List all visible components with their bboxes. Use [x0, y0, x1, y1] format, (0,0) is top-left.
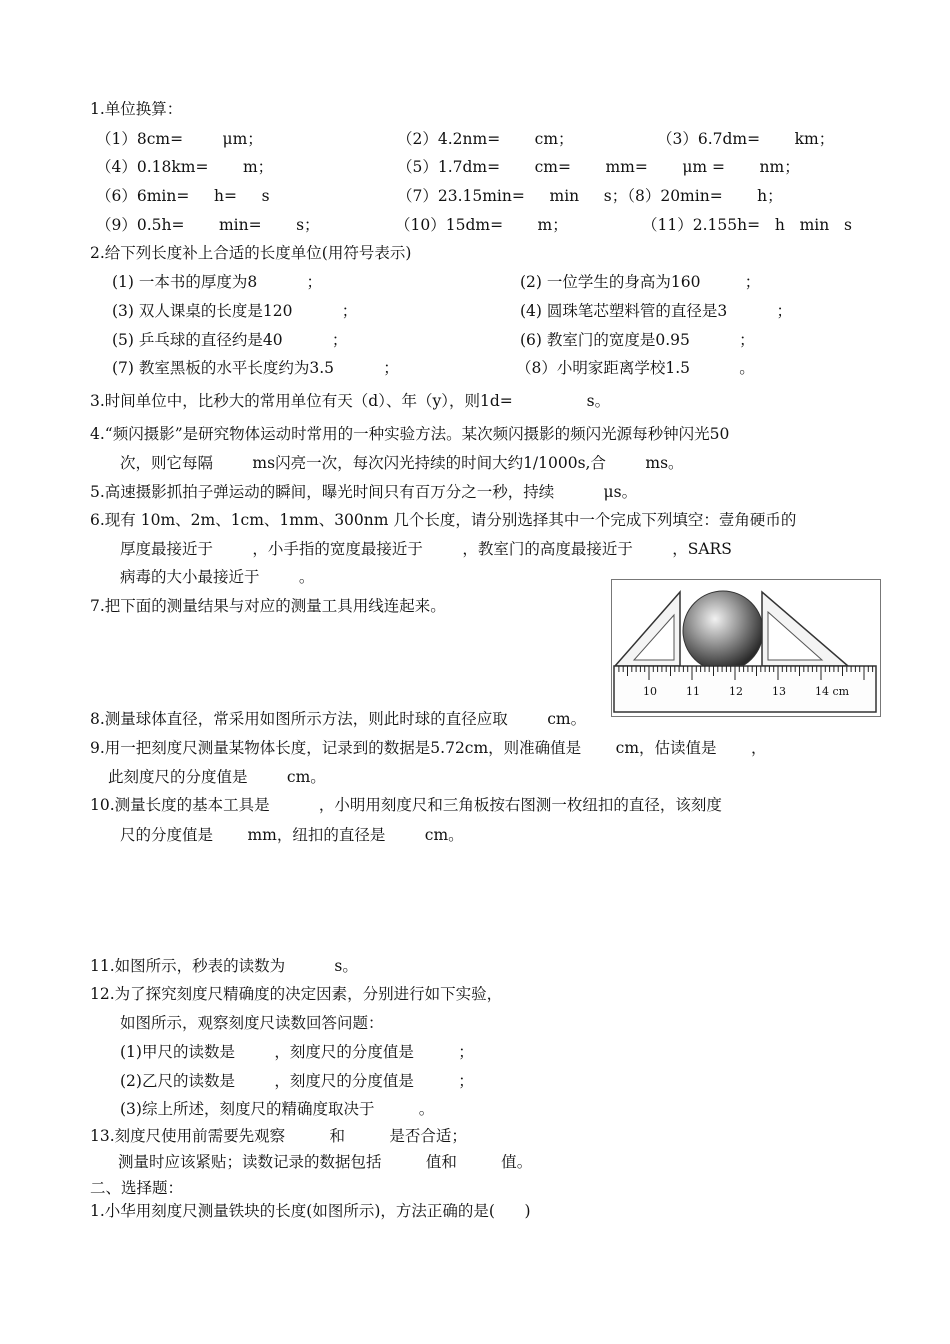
text-line-l19: 8.测量球体直径，常采用如图所示方法，则此时球的直径应取 cm。	[90, 710, 587, 728]
text-line-l5b: （10）15dm= m；	[395, 216, 568, 234]
ball	[683, 591, 763, 671]
ruler-label: 10	[643, 685, 657, 698]
text-line-l17: 病毒的大小最接近于 。	[120, 568, 315, 586]
ruler-ball-diagram	[612, 580, 880, 716]
text-line-l2c: （3）6.7dm= km；	[657, 130, 835, 148]
text-line-l2a: （1）8cm= μm；	[96, 130, 263, 148]
ruler-ball-figure	[611, 579, 881, 717]
ruler-label: 11	[686, 685, 700, 698]
text-line-l24: 11.如图所示，秒表的读数为 s。	[90, 957, 358, 975]
text-line-l7b: (2) 一位学生的身高为160 ；	[520, 273, 761, 291]
text-line-l8b: (4) 圆珠笔芯塑料管的直径是3 ；	[520, 302, 793, 320]
text-line-l10b: （8）小明家距离学校1.5 。	[516, 359, 755, 377]
text-line-l3a: （4）0.18km= m；	[96, 158, 274, 176]
text-line-l13: 次，则它每隔 ms闪亮一次，每次闪光持续的时间大约1/1000s,合 ms。	[120, 454, 684, 472]
text-line-l30: 13.刻度尺使用前需要先观察 和 是否合适；	[90, 1127, 467, 1145]
text-line-l31: 测量时应该紧贴；读数记录的数据包括 值和 值。	[118, 1153, 533, 1171]
text-line-l5c: （11）2.155h= h min s	[642, 216, 852, 234]
text-line-l6: 2.给下列长度补上合适的长度单位(用符号表示)	[90, 244, 412, 262]
text-line-l18: 7.把下面的测量结果与对应的测量工具用线连起来。	[90, 597, 446, 615]
text-line-l32: 二、选择题：	[90, 1179, 184, 1197]
text-line-l16: 厚度最接近于 ，小手指的宽度最接近于 ，教室门的高度最接近于 ，SARS	[120, 540, 732, 558]
text-line-l33: 1.小华用刻度尺测量铁块的长度(如图所示)，方法正确的是( )	[90, 1202, 531, 1220]
text-line-l10a: (7) 教室黑板的水平长度约为3.5 ；	[112, 359, 399, 377]
text-line-l11: 3.时间单位中，比秒大的常用单位有天（d）、年（y），则1d= s。	[90, 392, 611, 410]
text-line-l28: (2)乙尺的读数是 ，刻度尺的分度值是 ；	[120, 1072, 474, 1090]
text-line-l9a: (5) 乒乓球的直径约是40 ；	[112, 331, 348, 349]
text-line-l29: (3)综上所述，刻度尺的精确度取决于 。	[120, 1100, 435, 1118]
ruler-label: 14 cm	[815, 685, 850, 698]
text-line-l25: 12.为了探究刻度尺精确度的决定因素，分别进行如下实验，	[90, 985, 503, 1003]
text-line-l2b: （2）4.2nm= cm；	[397, 130, 574, 148]
text-line-l12: 4.“频闪摄影”是研究物体运动时常用的一种实验方法。某次频闪摄影的频闪光源每秒钟闪光50	[90, 425, 730, 443]
text-line-l1: 1.单位换算：	[90, 100, 183, 118]
text-line-l27: (1)甲尺的读数是 ，刻度尺的分度值是 ；	[120, 1043, 474, 1061]
text-line-l4b: （7）23.15min= min s；（8）20min= h；	[397, 187, 783, 205]
text-line-l15: 6.现有 10m、2m、1cm、1mm、300nm 几个长度，请分别选择其中一个完成下列填空：壹角硬币的	[90, 511, 797, 529]
text-line-l7a: (1) 一本书的厚度为8 ；	[112, 273, 323, 291]
text-line-l8a: (3) 双人课桌的长度是120 ；	[112, 302, 358, 320]
ruler-label: 13	[772, 685, 786, 698]
text-line-l14: 5.高速摄影抓拍子弹运动的瞬间，曝光时间只有百万分之一秒，持续 μs。	[90, 483, 638, 501]
text-line-l23: 尺的分度值是 mm，纽扣的直径是 cm。	[120, 826, 464, 844]
text-line-l22: 10.测量长度的基本工具是 ，小明用刻度尺和三角板按右图测一枚纽扣的直径，该刻度	[90, 796, 722, 814]
text-line-l4a: （6）6min= h= s	[96, 187, 270, 205]
text-line-l9b: (6) 教室门的宽度是0.95 ；	[520, 331, 755, 349]
text-line-l26: 如图所示，观察刻度尺读数回答问题：	[120, 1014, 384, 1032]
text-line-l3b: （5）1.7dm= cm= mm= μm = nm；	[397, 158, 800, 176]
text-line-l20: 9.用一把刻度尺测量某物体长度，记录到的数据是5.72cm，则准确值是 cm，估读值是 ，	[90, 739, 767, 757]
text-line-l21: 此刻度尺的分度值是 cm。	[108, 768, 326, 786]
ruler-label: 12	[729, 685, 743, 698]
text-line-l5a: （9）0.5h= min= s；	[96, 216, 320, 234]
